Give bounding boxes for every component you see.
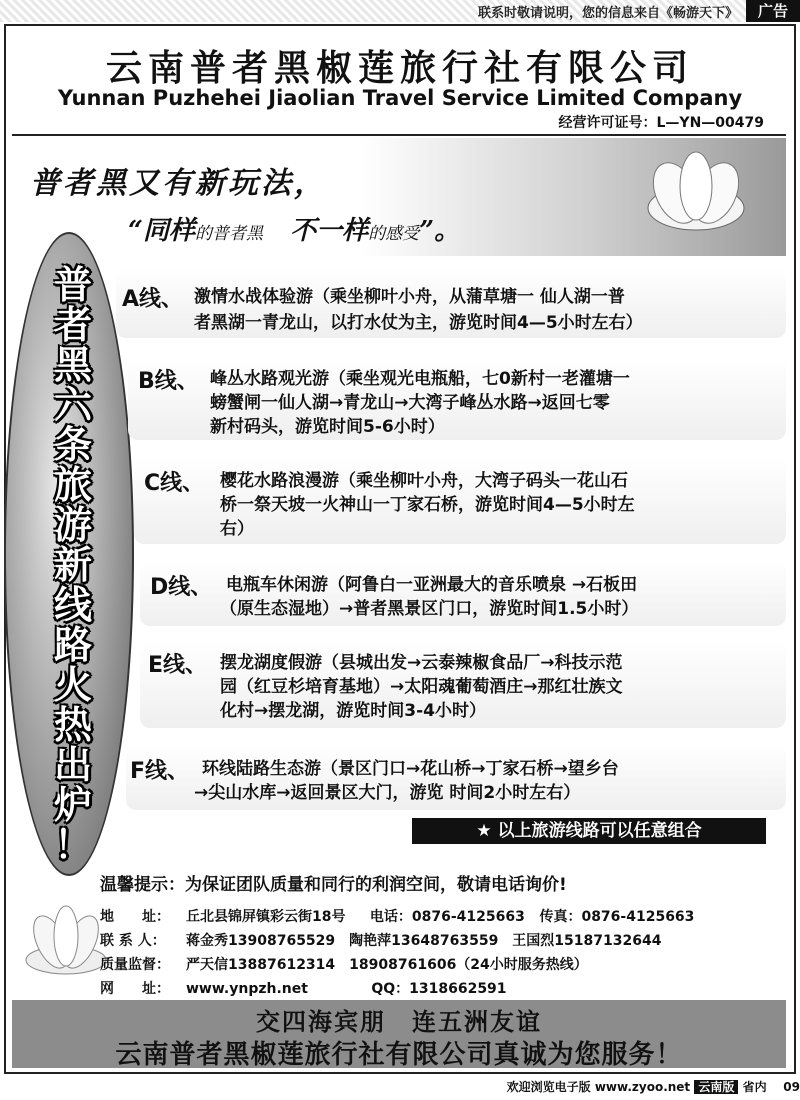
lotus-flower-icon	[586, 138, 786, 256]
contact-people-row: 联 系 人： 蒋金秀13908765529 陶艳萍13648763559 王国烈15187132644	[100, 933, 662, 949]
route-a	[116, 268, 786, 338]
footer-banner	[12, 1000, 786, 1068]
header-divider	[12, 134, 786, 136]
route-line: 桥一祭天坡一火神山一丁家石桥，游览时间4—5小时左	[220, 495, 635, 515]
route-line: 化村→摆龙湖，游览时间3-4小时）	[220, 701, 486, 721]
route-line: →尖山水库→返回景区大门，游览 时间2小时左右）	[194, 783, 581, 803]
route-e	[140, 642, 786, 728]
route-c	[134, 458, 786, 544]
vertical-title: 普 者 黑 六 条 旅 游 新 线 路 火 热 出 炉 ！	[53, 263, 92, 867]
route-line: 摆龙湖度假游（县城出发→云泰辣椒食品厂→科技示范	[220, 653, 623, 673]
route-f	[126, 746, 786, 810]
route-line: 环线陆路生态游（景区门口→花山桥→丁家石桥→望乡台	[202, 759, 619, 779]
route-line: 峰丛水路观光游（乘坐观光电瓶船，七0新村一老灌塘一	[210, 369, 630, 389]
edition-tag: 云南版	[694, 1080, 738, 1094]
footer-line-1: 交四海宾朋 连五洲友谊	[256, 1008, 542, 1036]
route-label: D线、	[150, 575, 213, 600]
company-name-en: Yunnan Puzhehei Jiaolian Travel Service Limited Company	[57, 86, 743, 110]
route-d	[140, 562, 786, 626]
slogan-line-2: “同样的普者黑 不一样的感受”。	[128, 216, 461, 246]
route-label: A线、	[122, 287, 184, 312]
contact-quality-row: 质量监督： 严天信13887612314 18908761606（24小时服务热线）	[100, 957, 588, 973]
ad-tag: 广告	[746, 0, 800, 22]
route-label: E线、	[148, 653, 208, 678]
route-line: 电瓶车休闲游（阿鲁白一亚洲最大的音乐喷泉 →石板田	[226, 575, 638, 595]
warm-tip: 温馨提示：为保证团队质量和同行的利润空间，敬请电话询价!	[100, 875, 567, 895]
route-label: F线、	[130, 759, 190, 784]
region-tag: 省内	[742, 1080, 767, 1094]
contact-web-row: 网 址： www.ynpzh.net QQ：1318662591	[100, 981, 507, 997]
company-name-cn: 云南普者黑椒莲旅行社有限公司	[105, 48, 694, 89]
route-line: 新村码头，游览时间5-6小时）	[210, 417, 445, 437]
bottom-bar	[507, 1078, 800, 1100]
route-line: 右）	[220, 519, 254, 539]
route-line: （原生态湿地）→普者黑景区门口，游览时间1.5小时）	[220, 599, 639, 619]
contact-address-row: 地 址： 丘北县锦屏镇彩云街18号 电话：0876-4125663 传真：0876-4125663	[100, 909, 695, 925]
route-line: 者黑湖一青龙山，以打水仗为主，游览时间4—5小时左右）	[194, 313, 643, 333]
route-b	[128, 358, 786, 440]
route-line: 激情水战体验游（乘坐柳叶小舟，从蒲草塘一 仙人湖一普	[194, 287, 625, 307]
page-number: 09	[783, 1080, 800, 1094]
route-label: B线、	[138, 369, 199, 394]
route-line: 樱花水路浪漫游（乘坐柳叶小舟，大湾子码头一花山石	[220, 471, 628, 491]
top-note: 联系时敬请说明，您的信息来自《畅游天下》	[477, 6, 738, 21]
combine-note: ★ 以上旅游线路可以任意组合	[412, 818, 766, 844]
slogan-line-1: 普者黑又有新玩法，	[30, 166, 327, 201]
bottom-text: 欢迎浏览电子版 www.zyoo.net	[506, 1080, 691, 1094]
route-line: 园（红豆杉培育基地）→太阳魂葡萄酒庄→那红壮族文	[220, 677, 623, 697]
footer-line-2: 云南普者黑椒莲旅行社有限公司真诚为您服务！	[115, 1040, 683, 1070]
license-number: 经营许可证号：L—YN—00479	[558, 115, 764, 131]
route-label: C线、	[144, 471, 205, 496]
route-line: 螃蟹闸一仙人湖→青龙山→大湾子峰丛水路→返回七零	[210, 393, 610, 413]
